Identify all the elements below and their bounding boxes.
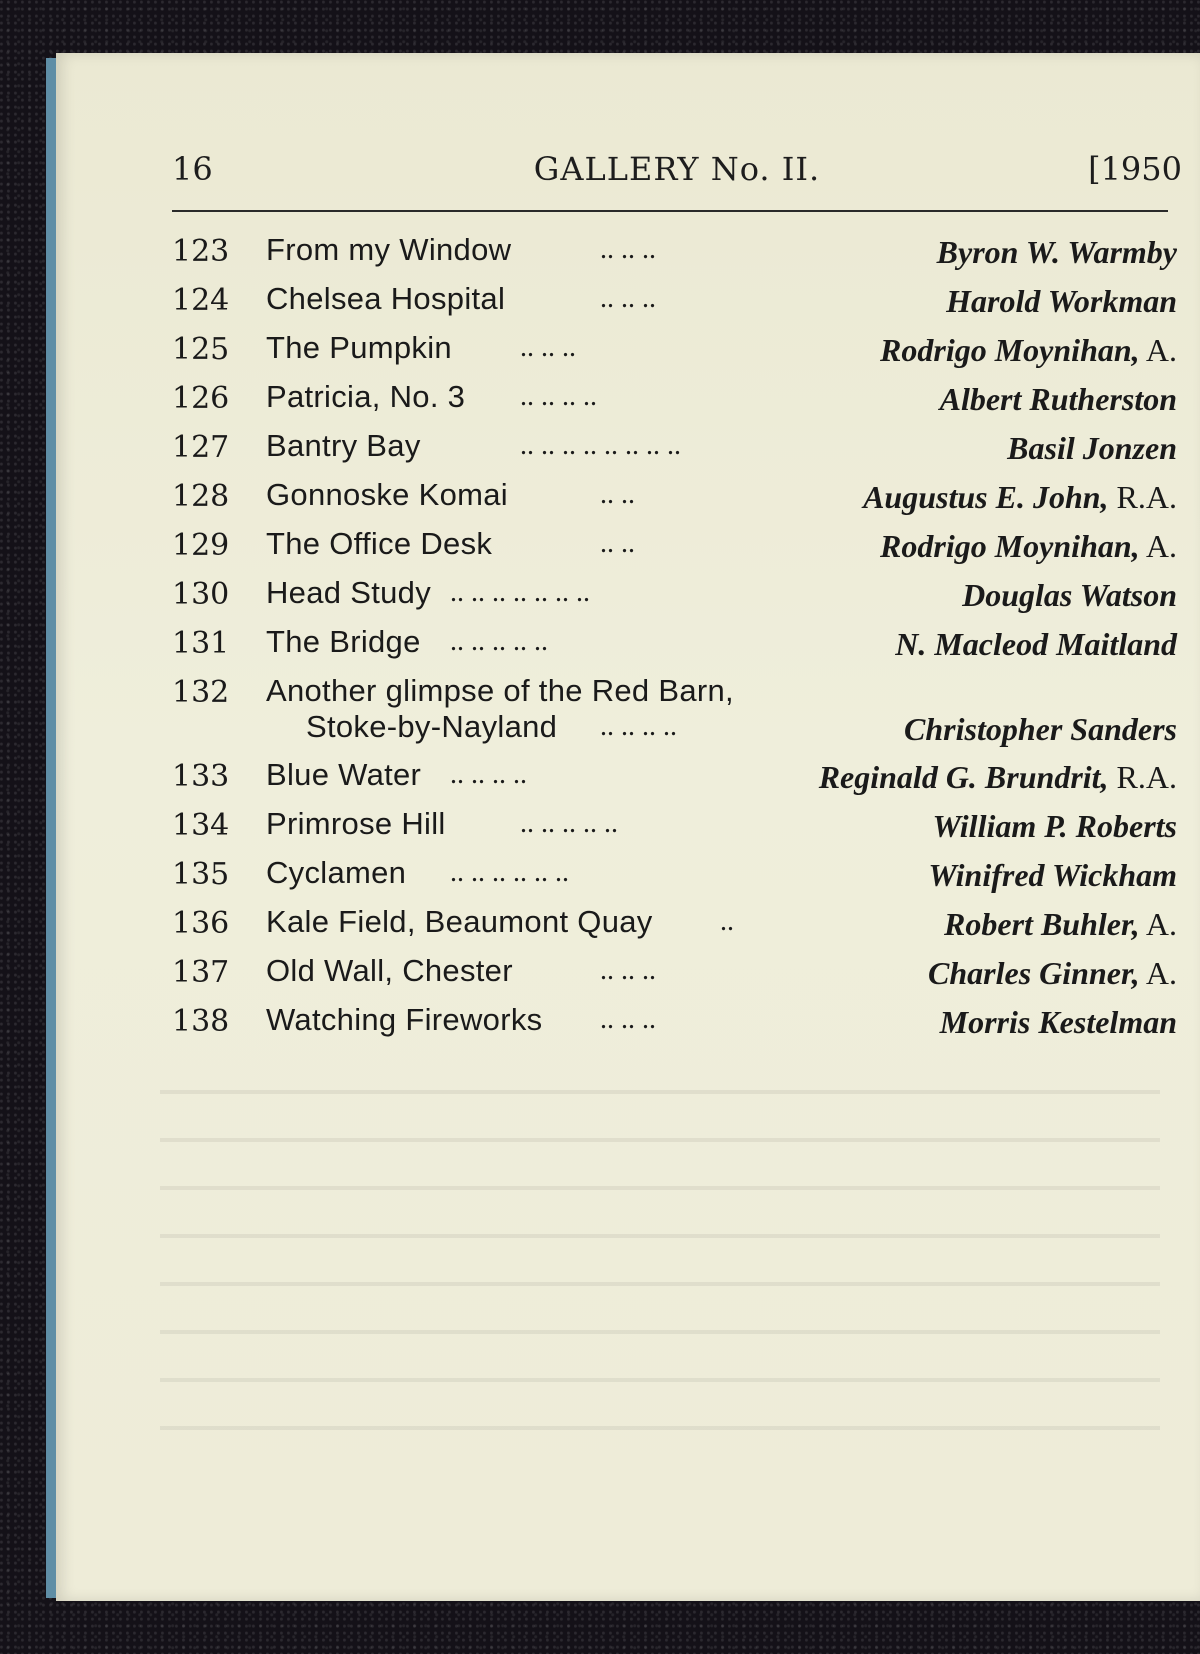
show-through-text [160,1060,1160,1460]
header-rule [172,210,1168,212]
entry-artist [937,234,1177,271]
gallery-title: GALLERY No. II. [533,150,821,188]
artist-honour: R.A. [1116,479,1177,515]
entry-number: 134 [172,808,230,843]
entry-number: 130 [172,577,230,612]
page-header [172,150,1182,194]
entry-number: 136 [172,906,230,941]
dot-leader: .. .. .. .. .. .. .. [450,577,590,608]
entry-artist [928,857,1177,894]
entry-artist [933,808,1177,845]
entry-title: Another glimpse of the Red Barn, [266,673,734,708]
catalogue-entry [172,622,1177,671]
artist-name: Reginald G. Brundrit, [818,759,1109,795]
dot-leader: .. .. .. .. .. [450,626,548,657]
dot-leader: .. .. .. .. .. .. [450,857,569,888]
entry-title: Bantry Bay [266,428,421,463]
entry-artist [940,381,1177,418]
artist-honour: A. [1145,906,1177,942]
artist-honour: R.A. [1116,759,1177,795]
catalogue-entry [172,755,1177,804]
entry-artist [895,626,1177,663]
entry-title: Blue Water [266,757,422,792]
entry-artist [928,955,1177,992]
catalogue-entry [172,671,1177,755]
entry-number: 135 [172,857,230,892]
catalogue-entry [172,951,1177,1000]
entry-title: Chelsea Hospital [266,281,506,316]
catalogue-entry [172,230,1177,279]
artist-honour: A. [1145,955,1177,991]
entry-list [172,230,1177,1049]
entry-artist [946,283,1177,320]
catalogue-entry [172,902,1177,951]
dot-leader: .. .. .. [600,283,656,314]
artist-honour: A. [1145,332,1177,368]
artist-name: Morris Kestelman [939,1004,1177,1040]
entry-number: 125 [172,332,230,367]
dot-leader: .. .. .. .. .. [520,808,618,839]
entry-artist [1007,430,1177,467]
catalogue-entry [172,377,1177,426]
entry-title: Watching Fireworks [266,1002,543,1037]
catalogue-year: [1950 [1088,150,1182,188]
artist-name: Byron W. Warmby [936,234,1177,270]
artist-name: Basil Jonzen [1007,430,1177,466]
dot-leader: .. .. .. .. [600,711,677,742]
catalogue-entry [172,426,1177,475]
artist-name: William P. Roberts [932,808,1177,844]
entry-title: Old Wall, Chester [266,953,513,988]
dot-leader: .. .. [600,528,635,559]
dot-leader: .. .. .. [600,234,656,265]
catalogue-entry [172,328,1177,377]
entry-number: 129 [172,528,230,563]
entry-title: Cyclamen [266,855,407,890]
catalogue-entry [172,279,1177,328]
entry-artist [944,906,1177,943]
catalogue-entry [172,853,1177,902]
entry-number: 127 [172,430,230,465]
dot-leader: .. .. .. .. .. .. .. .. [520,430,681,461]
entry-title: Head Study [266,575,431,610]
catalogue-entry [172,1000,1177,1049]
entry-title: Gonnoske Komai [266,477,508,512]
dot-leader: .. [720,906,734,937]
entry-number: 137 [172,955,230,990]
dot-leader: .. .. .. .. [450,759,527,790]
artist-name: Winifred Wickham [928,857,1177,893]
artist-name: Douglas Watson [962,577,1177,613]
entry-title: The Bridge [266,624,421,659]
artist-name: Augustus E. John, [863,479,1109,515]
artist-name: Robert Buhler, [944,906,1140,942]
entry-artist [940,1004,1177,1041]
artist-name: Christopher Sanders [904,711,1177,747]
entry-number: 133 [172,759,230,794]
entry-title: Patricia, No. 3 [266,379,466,414]
entry-number: 123 [172,234,230,269]
entry-title: The Office Desk [266,526,493,561]
artist-name: Charles Ginner, [928,955,1140,991]
entry-artist [880,528,1177,565]
entry-artist [819,759,1177,796]
entry-title-continued: Stoke-by-Nayland [306,709,558,744]
page-number: 16 [172,150,213,188]
entry-number: 128 [172,479,230,514]
entry-number: 124 [172,283,230,318]
dot-leader: .. .. .. [520,332,576,363]
entry-title: Primrose Hill [266,806,446,841]
entry-artist [863,479,1177,516]
entry-artist [962,577,1177,614]
catalogue-entry [172,573,1177,622]
artist-name: Rodrigo Moynihan, [880,528,1140,564]
entry-artist [880,332,1177,369]
entry-number: 126 [172,381,230,416]
catalogue-entry [172,524,1177,573]
artist-name: Rodrigo Moynihan, [880,332,1140,368]
dot-leader: .. .. .. [600,955,656,986]
artist-name: Albert Rutherston [939,381,1177,417]
entry-title: Kale Field, Beaumont Quay [266,904,653,939]
entry-number: 132 [172,675,230,710]
dot-leader: .. .. [600,479,635,510]
catalogue-entry [172,475,1177,524]
catalogue-entry [172,804,1177,853]
dot-leader: .. .. .. .. [520,381,597,412]
artist-name: N. Macleod Maitland [895,626,1177,662]
dot-leader: .. .. .. [600,1004,656,1035]
artist-honour: A. [1145,528,1177,564]
entry-artist [904,711,1177,748]
entry-title: The Pumpkin [266,330,452,365]
entry-number: 138 [172,1004,230,1039]
entry-number: 131 [172,626,230,661]
artist-name: Harold Workman [946,283,1177,319]
entry-title: From my Window [266,232,512,267]
